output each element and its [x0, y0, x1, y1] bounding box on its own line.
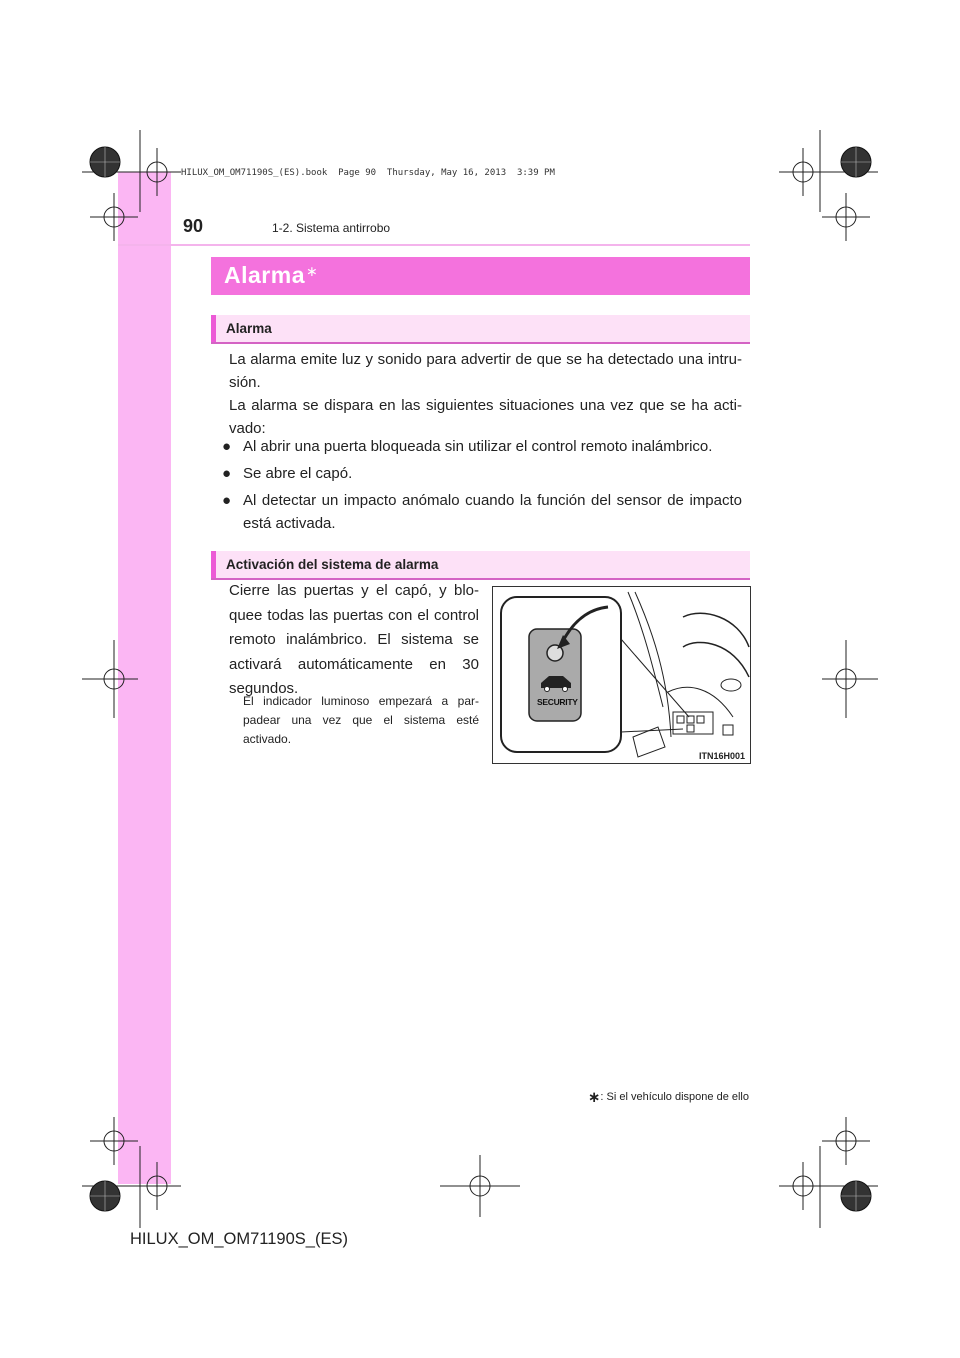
page-number: 90 — [183, 216, 204, 236]
list-item-text: Se abre el capó. — [243, 465, 353, 482]
subsection-title: Alarma — [226, 321, 272, 336]
list-item-text: Al detectar un impacto anómalo cuando la función del sensor de impacto está activada. — [243, 492, 742, 532]
footnote-mark: ∗ — [587, 1089, 601, 1106]
bullet-icon: ● — [222, 465, 232, 482]
activation-paragraph: Cierre las puertas y el capó, y blo-quee todas las puertas con el control remoto inalámbrico. El sistema se activará automáticamente en 30 segundos. — [229, 582, 479, 697]
print-stamp: HILUX_OM_OM71190S_(ES).book Page 90 Thursday, May 16, 2013 3:39 PM — [181, 168, 555, 178]
alarm-paragraph-1: La alarma emite luz y sonido para advertir de que se ha detectado una intru-sión. — [229, 351, 742, 391]
bullet-icon: ● — [222, 492, 232, 509]
bullet-icon: ● — [222, 438, 232, 455]
activation-note: El indicador luminoso empezará a par-padear una vez que el sistema esté activado. — [243, 694, 479, 746]
alarm-paragraph-2: La alarma se dispara en las siguientes situaciones una vez que se ha acti-vado: — [229, 397, 742, 437]
document-code: HILUX_OM_OM71190S_(ES) — [130, 1230, 348, 1248]
footnote-text: : Si el vehículo dispone de ello — [600, 1091, 749, 1103]
list-item-text: Al abrir una puerta bloqueada sin utilizar el control remoto inalámbrico. — [243, 438, 713, 455]
security-button-label: SECURITY — [537, 697, 578, 707]
illustration-code: ITN16H001 — [698, 751, 745, 761]
subsection-title: Activación del sistema de alarma — [226, 557, 439, 572]
section-header: 1-2. Sistema antirrobo — [272, 221, 391, 235]
page-title: Alarma — [224, 262, 305, 288]
optional-equipment-mark: ∗ — [306, 263, 318, 279]
